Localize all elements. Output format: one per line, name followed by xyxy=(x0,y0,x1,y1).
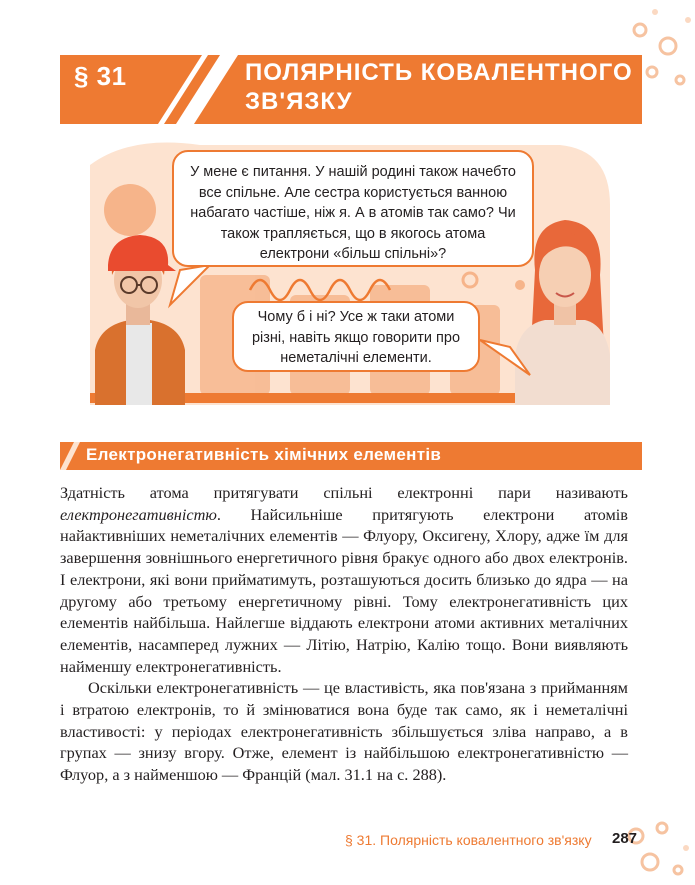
page-number: 287 xyxy=(612,830,638,847)
heading-slash-decoration xyxy=(60,442,80,470)
slash-decoration xyxy=(148,55,238,124)
section-heading-bar xyxy=(60,442,642,470)
key-term: електронегативністю xyxy=(60,504,217,524)
paragraph-1: Здатність атома притягувати спільні електронні пари називають електронегативністю. Найсильніше притягують електрони атомів найактивніших неметалічних елементів — Флуору, Оксигену, Хлору, адже їм для завершення зовнішнього енергетичного рівня бракує одного або двох електронів. І електрони, які вони прийматимуть, розташуються досить близько до ядра — на другому або третьому енергетичному рівні. Тому електронегативність цих елементів найбільша. Найлегше віддають електрони атоми активних металічних елементів, насамперед лужних — Літію, Натрію, Калію тощо. Вони виявляють найменшу електронегативність. xyxy=(60,483,628,676)
section-number: § 31 xyxy=(74,61,127,91)
paragraph-2: Оскільки електронегативність — це властивість, яка пов'язана з прийманням і втратою електронів, то й змінюватися вона буде так само, як і неметалічні властивості: у періодах електронегативність збільшується зліва направо, а в групах — знизу вгору. Отже, елемент із найбільшою електронегативністю — Флуор, а з найменшою — Францій (мал. 31.1 на с. 288). xyxy=(60,678,628,785)
body-text xyxy=(60,482,628,786)
chapter-title: ПОЛЯРНІСТЬ КОВАЛЕНТНОГО ЗВ'ЯЗКУ xyxy=(245,59,633,115)
chapter-header-banner xyxy=(60,55,642,124)
running-footer-title: § 31. Полярність ковалентного зв'язку xyxy=(345,832,592,848)
section-heading: Електронегативність хімічних елементів xyxy=(86,445,442,464)
speech-bubble-boy: У мене є питання. У нашій родині також начебто все спільне. Але сестра користується ванною набагато частіше, ніж я. А в атомів так само? Чи також трапляється, що в якогось атома електрони «більш спільні»? xyxy=(172,150,534,267)
speech-bubble-girl: Чому б і ні? Усе ж таки атоми різні, навіть якщо говорити про неметалічні елементи. xyxy=(232,301,480,372)
